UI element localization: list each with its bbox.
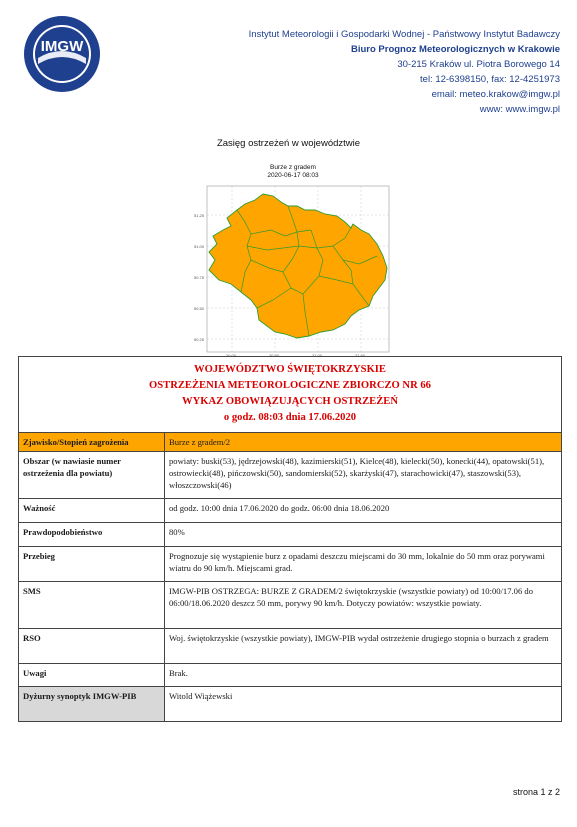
row-value: Woj. świętokrzyskie (wszystkie powiaty), IMGW-PIB wydał ostrzeżenie drugiego stopnia o burzach z gradem: [165, 629, 562, 664]
lon-label: 20.50: [269, 353, 280, 358]
lat-label: 50.75: [194, 275, 205, 280]
institute-email: email: meteo.krakow@imgw.pl: [431, 89, 560, 100]
row-label: Obszar (w nawiasie numer ostrzeżenia dla powiatu): [19, 452, 165, 499]
header-number: OSTRZEŻENIA METEOROLOGICZNE ZBIORCZO NR 66: [149, 380, 431, 391]
map-datetime: 2020-06-17 08:03: [267, 172, 319, 179]
logo-text: IMGW: [40, 38, 84, 55]
table-row: [19, 499, 562, 523]
table-row: [19, 664, 562, 687]
table-row: [19, 687, 562, 722]
institute-www: www: www.imgw.pl: [479, 104, 560, 115]
row-label: RSO: [19, 629, 165, 664]
row-label: SMS: [19, 582, 165, 629]
row-value: Prognozuje się wystąpienie burz z opadami deszczu miejscami do 30 mm, lokalnie do 50 mm oraz porywami wiatru do 90 km/h. Miejscami grad.: [165, 547, 562, 582]
warning-map: [193, 160, 393, 358]
row-label: Przebieg: [19, 547, 165, 582]
map-section-title: Zasięg ostrzeżeń w województwie: [216, 138, 361, 149]
lat-label: 50.25: [194, 337, 205, 342]
lat-label: 51.25: [194, 213, 205, 218]
table-row: [19, 452, 562, 499]
institute-name: Instytut Meteorologii i Gospodarki Wodnej - Państwowy Instytut Badawczy: [248, 29, 560, 40]
warning-header: [19, 357, 562, 433]
institute-address: 30-215 Kraków ul. Piotra Borowego 14: [397, 59, 560, 70]
header-region: WOJEWÓDZTWO ŚWIĘTOKRZYSKIE: [193, 364, 386, 375]
lat-label: 51.00: [194, 244, 205, 249]
table-row: [19, 629, 562, 664]
row-value: Witold Wiążewski: [165, 687, 562, 722]
row-value: Brak.: [165, 664, 562, 687]
page-number: strona 1 z 2: [512, 787, 560, 797]
row-label: Zjawisko/Stopień zagrożenia: [19, 433, 165, 452]
row-value: od godz. 10:00 dnia 17.06.2020 do godz. 06:00 dnia 18.06.2020: [165, 499, 562, 523]
row-label: Ważność: [19, 499, 165, 523]
table-row: [19, 547, 562, 582]
header-time: o godz. 08:03 dnia 17.06.2020: [223, 412, 357, 423]
lon-label: 20.00: [226, 353, 237, 358]
lat-label: 50.50: [194, 306, 205, 311]
row-label: Uwagi: [19, 664, 165, 687]
institute-phone: tel: 12-6398150, fax: 12-4251973: [420, 74, 560, 85]
row-value: 80%: [165, 523, 562, 547]
row-label: Dyżurny synoptyk IMGW-PIB: [19, 687, 165, 722]
row-value: Burze z gradem/2: [165, 433, 562, 452]
imgw-logo: [22, 14, 102, 94]
table-row: [19, 582, 562, 629]
table-row: [19, 433, 562, 452]
lon-label: 21.50: [355, 353, 366, 358]
header-list: WYKAZ OBOWIĄZUJĄCYCH OSTRZEŻEŃ: [181, 396, 399, 407]
row-label: Prawdopodobieństwo: [19, 523, 165, 547]
bureau-name: Biuro Prognoz Meteorologicznych w Krakowie: [350, 44, 560, 55]
map-title: Burze z gradem: [270, 164, 316, 171]
table-row: [19, 523, 562, 547]
institute-header: [249, 27, 560, 117]
row-value: powiaty: buski(53), jędrzejowski(48), kazimierski(51), Kielce(48), kielecki(50), konecki(44), opatowski(51), ostrowiecki(48), pińczowski(50), sandomierski(52), skarżyski(47), starachowicki(47), staszowski(53), włoszczowski(46): [165, 452, 562, 499]
row-value: IMGW-PIB OSTRZEGA: BURZE Z GRADEM/2 świętokrzyskie (wszystkie powiaty) od 10:00/17.06 do 06:00/18.06.2020 deszcz 50 mm, porywy 90 km/h. Dotyczy powiatów: wszystkie powiaty.: [165, 582, 562, 629]
lon-label: 21.00: [312, 353, 323, 358]
warning-table: [18, 356, 562, 722]
